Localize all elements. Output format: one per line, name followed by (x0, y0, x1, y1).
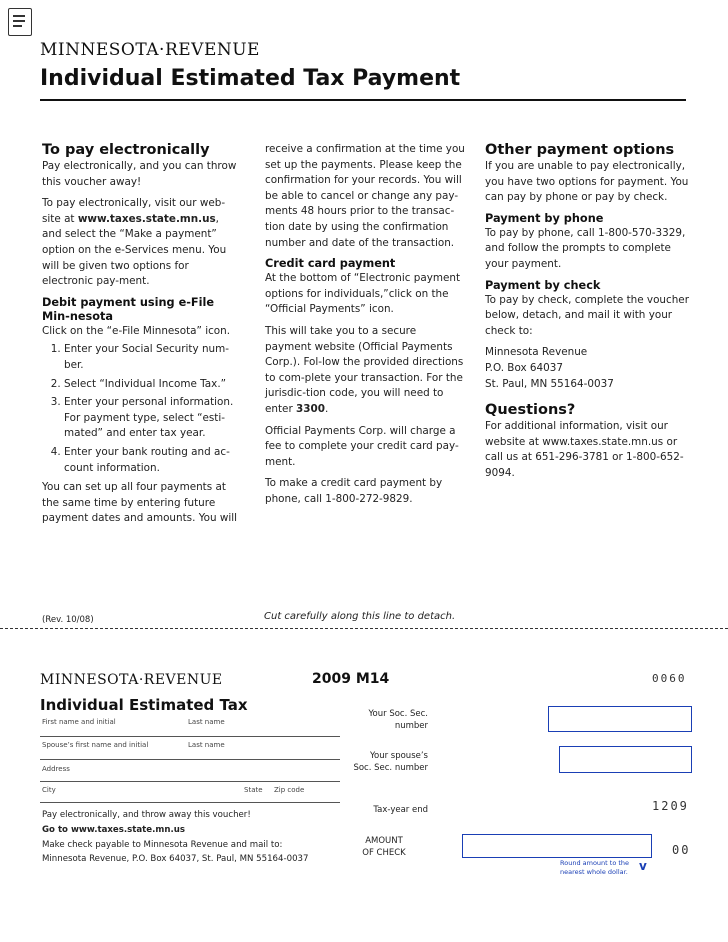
city-label: City (42, 786, 56, 794)
credit-card-p2-text: This will take you to a secure payment website (Official Payments Corp.). Fol-low the provided directions to com-plete your transaction. For the jurisdic-tion code, you will need to enter (265, 324, 464, 415)
cents-value: 00 (672, 843, 691, 857)
debit-intro: Click on the “e-File Minnesota” icon. (42, 324, 231, 337)
electronic-heading: To pay electronically (42, 142, 210, 158)
round-note (560, 859, 629, 877)
last-name-label: Last name (188, 718, 225, 726)
ssn-label (340, 708, 428, 732)
voucher-note-4: Minnesota Revenue, P.O. Box 64037, St. Paul, MN 55164-0037 (42, 854, 309, 864)
other-options-heading: Other payment options (485, 142, 675, 158)
tax-year-value: 1209 (652, 799, 689, 813)
city-field-row[interactable] (40, 782, 340, 803)
debit-step: 3. Enter your personal information. For payment type, select “esti-mated” and enter tax year. (64, 395, 238, 442)
debit-step: 2. Select “Individual Income Tax.” (64, 377, 238, 393)
down-arrow-icon: v (639, 859, 647, 873)
electronic-intro: Pay electronically, and you can throw this voucher away! (42, 160, 237, 188)
voucher-note-2: Go to www.taxes.state.mn.us (42, 825, 185, 835)
check-text: To pay by check, complete the voucher below, detach, and mail it with your check to: (485, 293, 689, 337)
credit-card-p4: To make a credit card payment by phone, call 1-800-272-9829. (265, 477, 443, 505)
state-label: State (244, 786, 263, 794)
form-code: 0060 (652, 672, 687, 685)
instructions-text-a: To pay electronically, visit our web-site at (42, 197, 226, 225)
cut-instruction: Cut carefully along this line to detach. (264, 611, 456, 622)
phone-heading: Payment by phone (485, 211, 604, 225)
confirmation-text: receive a confirmation at the time you set up the payments. Please keep the confirmation for your records. You will be able to cancel or change any pay-ments 48 hours prior to the transac-tion date by using the confirmation number and date of the transaction. (265, 143, 465, 249)
column-other-options (485, 142, 690, 488)
credit-card-p1: At the bottom of “Electronic payment options for individuals,”click on the “Official Payments” icon. (265, 272, 461, 316)
round-note-line: nearest whole dollar. (560, 868, 628, 876)
phone-text: To pay by phone, call 1-800-570-3329, and follow the prompts to complete your payment. (485, 226, 686, 270)
credit-card-p2-end: . (324, 402, 329, 415)
voucher-logo: MINNESOTA·REVENUE (40, 672, 223, 688)
future-payments-text: You can set up all four payments at the same time by entering future payment dates and amounts. You will (42, 481, 238, 525)
spouse-last-name-label: Last name (188, 741, 225, 749)
debit-step: 1. Enter your Social Security num-ber. (64, 342, 238, 373)
instructions-text-b: , and select the “Make a payment” option on the e-Services menu. You will be given two options for electronic pay-ment. (42, 212, 227, 288)
debit-heading: Debit payment using e-File Min-nesota (42, 295, 215, 323)
amount-label-line: AMOUNT (365, 836, 403, 846)
spouse-name-field-row[interactable] (40, 739, 340, 760)
amount-label (340, 835, 428, 859)
spouse-first-name-label: Spouse’s first name and initial (42, 741, 149, 749)
minnesota-revenue-logo: MINNESOTA·REVENUE (40, 40, 260, 60)
ssn-label-line: number (394, 721, 428, 731)
column-electronic (42, 142, 238, 533)
credit-card-p2 (265, 324, 465, 418)
round-note-line: Round amount to the (560, 859, 630, 867)
debit-steps (42, 342, 238, 476)
page-title: Individual Estimated Tax Payment (40, 66, 461, 91)
spouse-ssn-label-line: Your spouse’s (369, 751, 428, 761)
spouse-ssn-label (330, 750, 428, 774)
ssn-input[interactable] (548, 706, 692, 732)
title-rule (40, 99, 686, 101)
credit-card-p3: Official Payments Corp. will charge a fee to complete your credit card pay-ment. (265, 424, 459, 468)
column-credit-card (265, 142, 465, 513)
mailing-address (485, 345, 690, 392)
form-year-title: 2009 M14 (312, 671, 390, 687)
voucher-note-1: Pay electronically, and throw away this voucher! (42, 810, 251, 820)
questions-text: For additional information, visit our website at www.taxes.state.mn.us or call us at 651-296-3781 or 1-800-652-9094. (485, 420, 684, 479)
first-name-label: First name and initial (42, 718, 116, 726)
tax-year-label: Tax-year end (373, 805, 428, 815)
questions-heading: Questions? (485, 402, 576, 419)
debit-step: 4. Enter your bank routing and ac-count information. (64, 445, 238, 476)
spouse-ssn-input[interactable] (559, 746, 692, 773)
website-link[interactable]: www.taxes.state.mn.us (77, 212, 216, 225)
amount-label-line: OF CHECK (362, 848, 406, 858)
address-line: Minnesota Revenue (485, 346, 588, 359)
address-line: P.O. Box 64037 (485, 361, 563, 374)
check-heading: Payment by check (485, 278, 601, 292)
cut-line (0, 628, 728, 629)
name-field-row[interactable] (40, 716, 340, 737)
credit-card-heading: Credit card payment (265, 257, 396, 271)
revision-label: (Rev. 10/08) (42, 615, 94, 625)
address-label: Address (42, 765, 70, 773)
voucher-note-3: Make check payable to Minnesota Revenue and mail to: (42, 840, 283, 850)
jurisdiction-code: 3300 (296, 402, 325, 415)
address-line: St. Paul, MN 55164-0037 (485, 377, 614, 390)
spouse-ssn-label-line: Soc. Sec. number (353, 763, 428, 773)
voucher-title: Individual Estimated Tax (40, 696, 248, 714)
document-icon (8, 8, 32, 36)
other-options-text: If you are unable to pay electronically, you have two options for payment. You can pay by phone or pay by check. (485, 160, 689, 204)
zip-label: Zip code (274, 786, 305, 794)
amount-input[interactable] (462, 834, 652, 858)
ssn-label-line: Your Soc. Sec. (368, 709, 428, 719)
address-field-row[interactable] (40, 761, 340, 782)
electronic-instructions (42, 196, 238, 290)
